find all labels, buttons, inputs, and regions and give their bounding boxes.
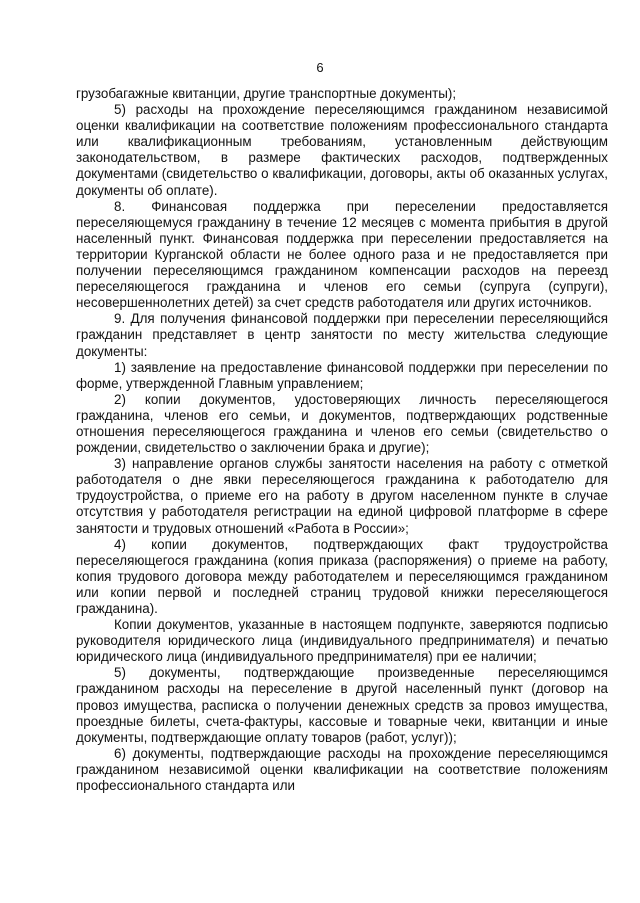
page-number: 6 — [316, 60, 324, 75]
paragraph-item-2-identity-copies: 2) копии документов, удостоверяющих личность переселяющегося гражданина, членов его семьи, и документов, подтверждающих родственные отношения переселяющегося гражданина и членов его семьи (свидетельство о рождении, свидетельство о заключении брака и другие); — [76, 391, 608, 456]
paragraph-copies-certification: Копии документов, указанные в настоящем подпункте, заверяются подписью руководителя юридического лица (индивидуального предпринимателя) и печатью юридического лица (индивидуального предпринимателя) при ее наличии; — [76, 617, 608, 665]
paragraph-clause-9: 9. Для получения финансовой поддержки при переселении переселяющийся гражданин представляет в центр занятости по месту жительства следующие документы: — [76, 311, 608, 359]
paragraph-item-5-expenses-qualification: 5) расходы на прохождение переселяющимся гражданином независимой оценки квалификации на соответствие положениям профессионального стандарта или квалификационным требованиям, установленным действующим законодательством, в размере фактических расходов, подтвержденных документами (свидетельство о квалификации, договоры, акты об оказанных услугах, документы об оплате). — [76, 102, 608, 198]
paragraph-continuation: грузобагажные квитанции, другие транспортные документы); — [76, 86, 457, 101]
paragraph-item-1-application: 1) заявление на предоставление финансовой поддержки при переселении по форме, утвержденной Главным управлением; — [76, 359, 608, 391]
paragraph-item-5-relocation-documents: 5) документы, подтверждающие произведенные переселяющимся гражданином расходы на переселение в другой населенный пункт (договор на провоз имущества, расписка о получении денежных средств за провоз имущества, проездные билеты, счета-фактуры, кассовые и товарные чеки, квитанции и иные документы, подтверждающие оплату товаров (работ, услуг)); — [76, 665, 608, 745]
paragraph-clause-8: 8. Финансовая поддержка при переселении предоставляется переселяющемуся гражданину в течение 12 месяцев с момента прибытия в другой населенный пункт. Финансовая поддержка при переселении предоставляется на территории Курганской области не более одного раза и не предоставляется при получении переселяющимся гражданином компенсации расходов на переезд переселяющегося гражданина и членов его семьи (супруга (супруги), несовершеннолетних детей) за счет средств работодателя или других источников. — [76, 198, 608, 311]
paragraph-item-3-referral: 3) направление органов службы занятости населения на работу с отметкой работодателя о дне явки переселяющегося гражданина к работодателю для трудоустройства, о приеме его на работу в другом населенном пункте в случае отсутствия у работодателя регистрации на единой цифровой платформе в сфере занятости и трудовых отношений «Работа в России»; — [76, 456, 608, 536]
paragraph-item-4-employment-copies: 4) копии документов, подтверждающих факт трудоустройства переселяющегося гражданина (копия приказа (распоряжения) о приеме на работу, копия трудового договора между работодателем и переселяющимся гражданином или копии первой и последней страниц трудовой книжки переселяющегося гражданина). — [76, 536, 608, 616]
document-body — [76, 86, 608, 794]
paragraph-item-6-qualification-documents: 6) документы, подтверждающие расходы на прохождение переселяющимся гражданином независимой оценки квалификации на соответствие положениям профессионального стандарта или — [76, 745, 608, 794]
